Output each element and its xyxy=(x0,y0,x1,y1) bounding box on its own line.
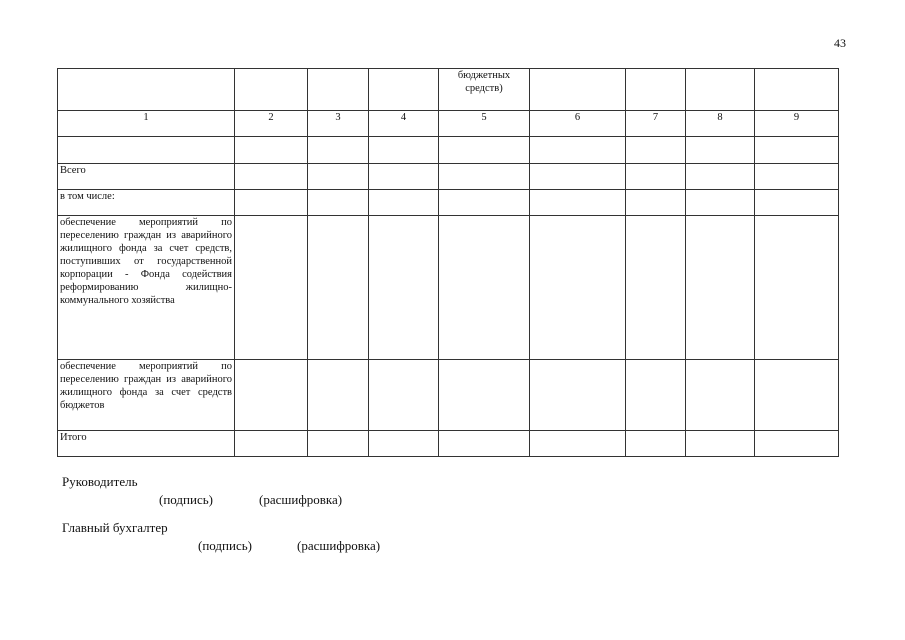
report-table xyxy=(57,68,839,457)
table-cell xyxy=(369,137,439,164)
table-cell xyxy=(369,69,439,111)
empty-row xyxy=(58,137,839,164)
column-number: 8 xyxy=(686,111,755,137)
table-cell xyxy=(369,190,439,216)
row-label-total: Всего xyxy=(58,164,235,190)
row-label-fund: обеспечение мероприятий по переселению граждан из аварийного жилищного фонда за счет средств, поступивших от государственной корпорации - Фонда содействия реформированию жилищно-коммунального хозяйства xyxy=(58,216,235,360)
column-number-row xyxy=(58,111,839,137)
table-cell xyxy=(755,137,839,164)
table-cell xyxy=(626,360,686,431)
including-row xyxy=(58,190,839,216)
chief-accountant-decoding-label: (расшифровка) xyxy=(297,538,381,553)
table-cell xyxy=(626,216,686,360)
column-number: 3 xyxy=(308,111,369,137)
table-cell xyxy=(626,190,686,216)
fund-row xyxy=(58,216,839,360)
table-cell xyxy=(530,69,626,111)
table-cell xyxy=(369,216,439,360)
table-cell xyxy=(686,216,755,360)
head-decoding-label: (расшифровка) xyxy=(259,492,343,507)
table-cell xyxy=(686,69,755,111)
table-cell xyxy=(439,360,530,431)
column-number: 1 xyxy=(58,111,235,137)
table-cell xyxy=(439,190,530,216)
table-cell xyxy=(369,164,439,190)
total-row xyxy=(58,164,839,190)
column-number: 6 xyxy=(530,111,626,137)
final-total-row xyxy=(58,431,839,457)
head-signature-label: (подпись) xyxy=(159,492,213,507)
table-cell xyxy=(626,164,686,190)
table-cell xyxy=(308,190,369,216)
table-cell xyxy=(439,431,530,457)
table-cell xyxy=(626,69,686,111)
column-number: 7 xyxy=(626,111,686,137)
table-cell xyxy=(755,164,839,190)
column-number: 2 xyxy=(235,111,308,137)
table-cell xyxy=(755,431,839,457)
header-row xyxy=(58,69,839,111)
table-cell xyxy=(58,137,235,164)
table-cell xyxy=(308,164,369,190)
column-number: 4 xyxy=(369,111,439,137)
table-cell xyxy=(308,431,369,457)
table-cell xyxy=(686,190,755,216)
table-cell xyxy=(439,216,530,360)
table-cell xyxy=(530,360,626,431)
table-cell xyxy=(755,216,839,360)
chief-accountant-signature-label: (подпись) xyxy=(198,538,252,553)
table-cell xyxy=(439,137,530,164)
table-cell xyxy=(235,164,308,190)
page-number: 43 xyxy=(834,36,846,50)
table-cell xyxy=(755,190,839,216)
table-cell xyxy=(235,190,308,216)
table-cell xyxy=(530,137,626,164)
header-budget-funds-cell: бюджетных средств) xyxy=(439,69,530,111)
table-cell xyxy=(530,216,626,360)
head-title: Руководитель xyxy=(62,474,138,489)
table-cell xyxy=(308,137,369,164)
table-cell xyxy=(530,431,626,457)
table-cell xyxy=(58,69,235,111)
column-number: 5 xyxy=(439,111,530,137)
table-cell xyxy=(686,137,755,164)
table-cell xyxy=(235,69,308,111)
column-number: 9 xyxy=(755,111,839,137)
row-label-including: в том числе: xyxy=(58,190,235,216)
table-cell xyxy=(686,360,755,431)
table-cell xyxy=(755,69,839,111)
table-cell xyxy=(686,431,755,457)
table-cell xyxy=(755,360,839,431)
chief-accountant-title: Главный бухгалтер xyxy=(62,520,168,535)
table-cell xyxy=(235,216,308,360)
table-cell xyxy=(235,137,308,164)
table-cell xyxy=(308,216,369,360)
table-cell xyxy=(439,164,530,190)
table-cell xyxy=(626,431,686,457)
table-cell xyxy=(235,431,308,457)
table-cell xyxy=(308,69,369,111)
table-cell xyxy=(530,164,626,190)
table-cell xyxy=(369,431,439,457)
row-label-final-total: Итого xyxy=(58,431,235,457)
row-label-budget: обеспечение мероприятий по переселению граждан из аварийного жилищного фонда за счет средств бюджетов xyxy=(58,360,235,431)
table-cell xyxy=(369,360,439,431)
budget-row xyxy=(58,360,839,431)
table-cell xyxy=(686,164,755,190)
table-cell xyxy=(626,137,686,164)
table-cell xyxy=(308,360,369,431)
table-cell xyxy=(235,360,308,431)
table-cell xyxy=(530,190,626,216)
